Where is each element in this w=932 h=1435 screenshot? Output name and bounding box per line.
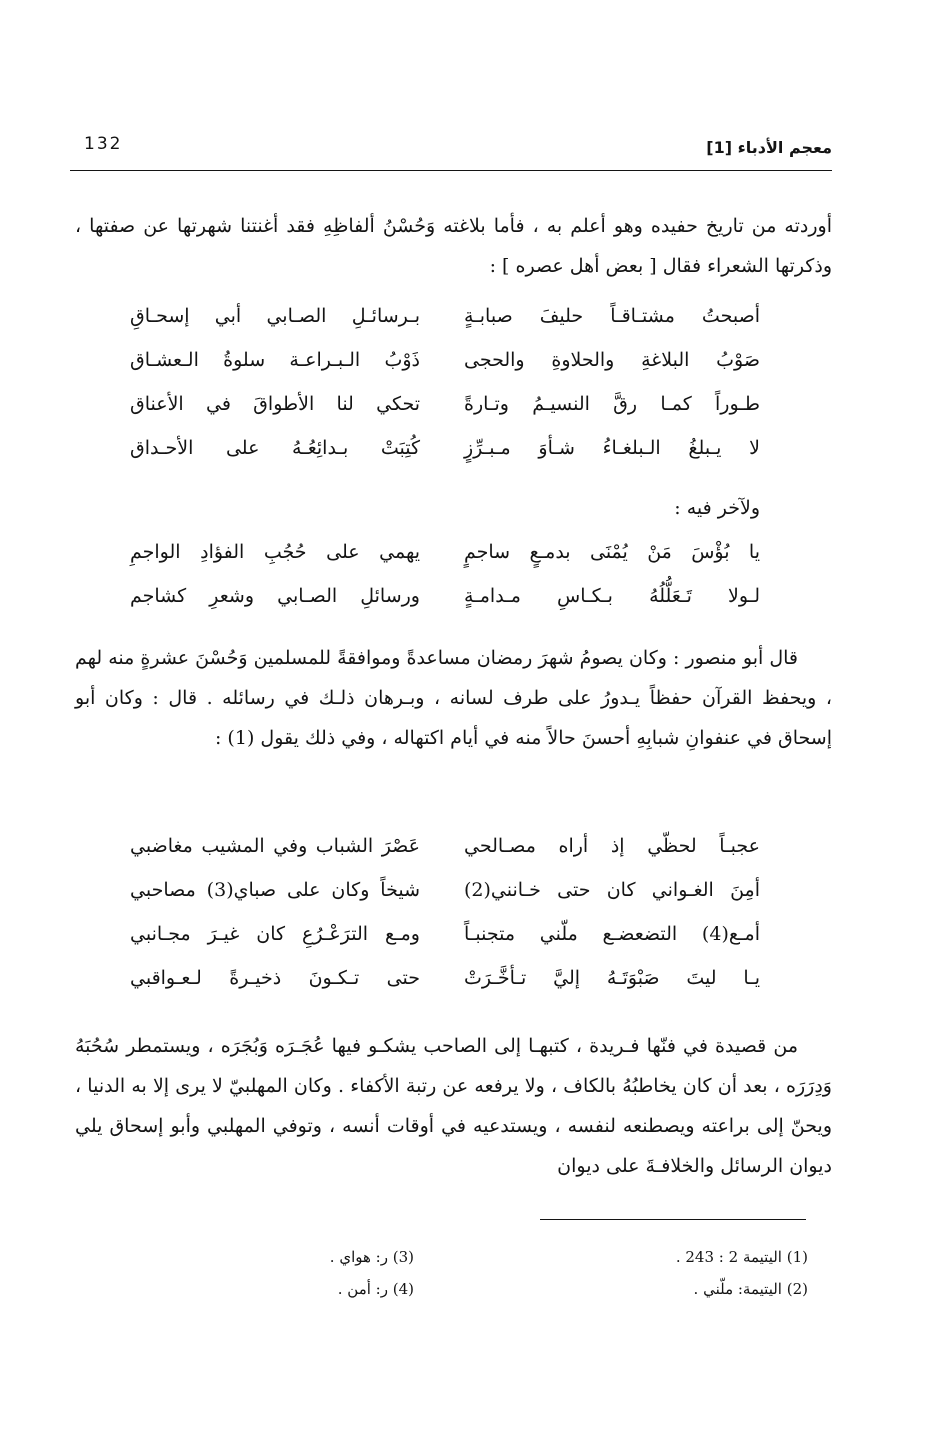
footnote-3: (3) ر: هواي . (329, 1248, 414, 1266)
page-number: 132 (84, 134, 123, 154)
verse-first-hemistich: لا يـبلغُ الـبلغـاءُ شـأوَ مـبـرِّزٍ (464, 437, 760, 459)
verse-first-hemistich: لـولا تَـعَلُّلُهُ بـكـاسِ مـدامـةٍ (464, 585, 760, 607)
verse-line (0, 826, 932, 870)
verse-first-hemistich: أمـع(4) التضعضـع ملّني متجنبـاً (464, 923, 760, 945)
opening-paragraph: أوردته من تاريخ حفيده وهو أعلم به ، فأما بلاغته وَحُسْنُ ألفاظِهِ فقد أغنتنا شهرتها عن صفتها ، وذكرتها الشعراء فقال [ بعض أهل عصره ] : (75, 215, 832, 277)
closing-paragraph: من قصيدة في فنّها فـريدة ، كتبهـا إلى الصاحب يشكـو فيها عُجَـرَه وَبُجَرَه ، ويستمطر سُحُبَهُ وَدِرَرَه ، بعد أن كان يخاطبُهُ بالكاف ، ولا يرفعه عن رتبة الأكفاء . وكان المهلبيّ لا يرى إلا به الدنيا ، ويحنّ إلى براعته ويصطنعه لنفسه ، ويستدعيه في أوقات أنسه ، وتوفي المهلبي وأبو إسحاق يلي ديوان الرسائل والخلافـةَ على ديوان (75, 1035, 832, 1177)
poem-intro: ولآخر فيه : (674, 497, 760, 519)
verse-line (0, 914, 932, 958)
middle-paragraph: قال أبو منصور : وكان يصومُ شهرَ رمضان مساعدةً وموافقةً للمسلمين وَحُسْنَ عشرةٍ منه لهم ، ويحفظ القرآن حفظاً يـدورُ على طرف لسانه ، وبـرهان ذلـك في رسائله . قال : وكان أبو إسحاق في عنفوانِ شبابِهِ أحسنَ حالاً منه في أيام اكتهاله ، وفي ذلك يقول (1) : (75, 647, 832, 749)
poem-2 (0, 532, 932, 620)
verse-second-hemistich: حتى تـكـونَ ذخيـرةً لـعـواقبي (130, 967, 420, 989)
header-rule (70, 170, 832, 171)
footnote-2: (2) اليتيمة: ملّني . (693, 1280, 808, 1298)
verse-line (0, 296, 932, 340)
verse-second-hemistich: كُتِبَتْ بـدائِعُـهُ على الأحـداق (130, 437, 420, 459)
verse-first-hemistich: يـا ليتَ صَبْوَتَـهُ إليَّ تـأخَّـرَتْ (464, 967, 760, 989)
verse-line (0, 958, 932, 1002)
verse-line (0, 870, 932, 914)
verse-line (0, 340, 932, 384)
verse-line (0, 532, 932, 576)
verse-second-hemistich: ورسائلِ الصـابي وشعرِ كشاجم (130, 585, 420, 607)
verse-second-hemistich: شيخاً وكان على صباي(3) مصاحبي (130, 879, 420, 901)
verse-second-hemistich: تحكي لنا الأطواقَ في الأعناق (130, 393, 420, 415)
running-header (70, 126, 832, 176)
verse-line (0, 576, 932, 620)
verse-first-hemistich: صَوْبُ البلاغةِ والحلاوةِ والحجى (464, 349, 760, 371)
verse-second-hemistich: ذَوْبُ الـبـراعـة سلوةُ الـعشـاق (130, 349, 420, 371)
verse-second-hemistich: يهمي على حُجُبِ الفؤادِ الواجمِ (130, 541, 420, 563)
verse-second-hemistich: بـرسائـلِ الصـابي أبي إسحـاقِ (130, 305, 420, 327)
verse-first-hemistich: أمِنَ الغـواني كان حتى خـانني(2) (464, 879, 760, 901)
footnote-4: (4) ر: أمن . (337, 1280, 414, 1298)
verse-second-hemistich: عَصْرَ الشباب وفي المشيب مغاضبي (130, 835, 420, 857)
verse-first-hemistich: يا بُؤْسَ مَنْ يُمْنَى بدمـعٍ ساجمٍ (464, 541, 760, 563)
verse-first-hemistich: أصبحتُ مشتـاقـاً حليفَ صبابـةٍ (464, 305, 760, 327)
footnote-rule (540, 1219, 806, 1220)
poem-3 (0, 826, 932, 1002)
book-title: معجم الأدباء [1] (706, 138, 832, 157)
verse-line (0, 428, 932, 472)
verse-second-hemistich: ومـع الترَعْـرُعِ كان غيـرَ مجـانبي (130, 923, 420, 945)
verse-first-hemistich: طـوراً كمـا رقَّ النسيـمُ وتـارةً (464, 393, 760, 415)
verse-line (0, 384, 932, 428)
verse-first-hemistich: عجبـاً لحظّي إذ أراه مصـالحي (464, 835, 760, 857)
footnote-1: (1) اليتيمة 2 : 243 . (675, 1248, 808, 1266)
poem-1 (0, 296, 932, 472)
